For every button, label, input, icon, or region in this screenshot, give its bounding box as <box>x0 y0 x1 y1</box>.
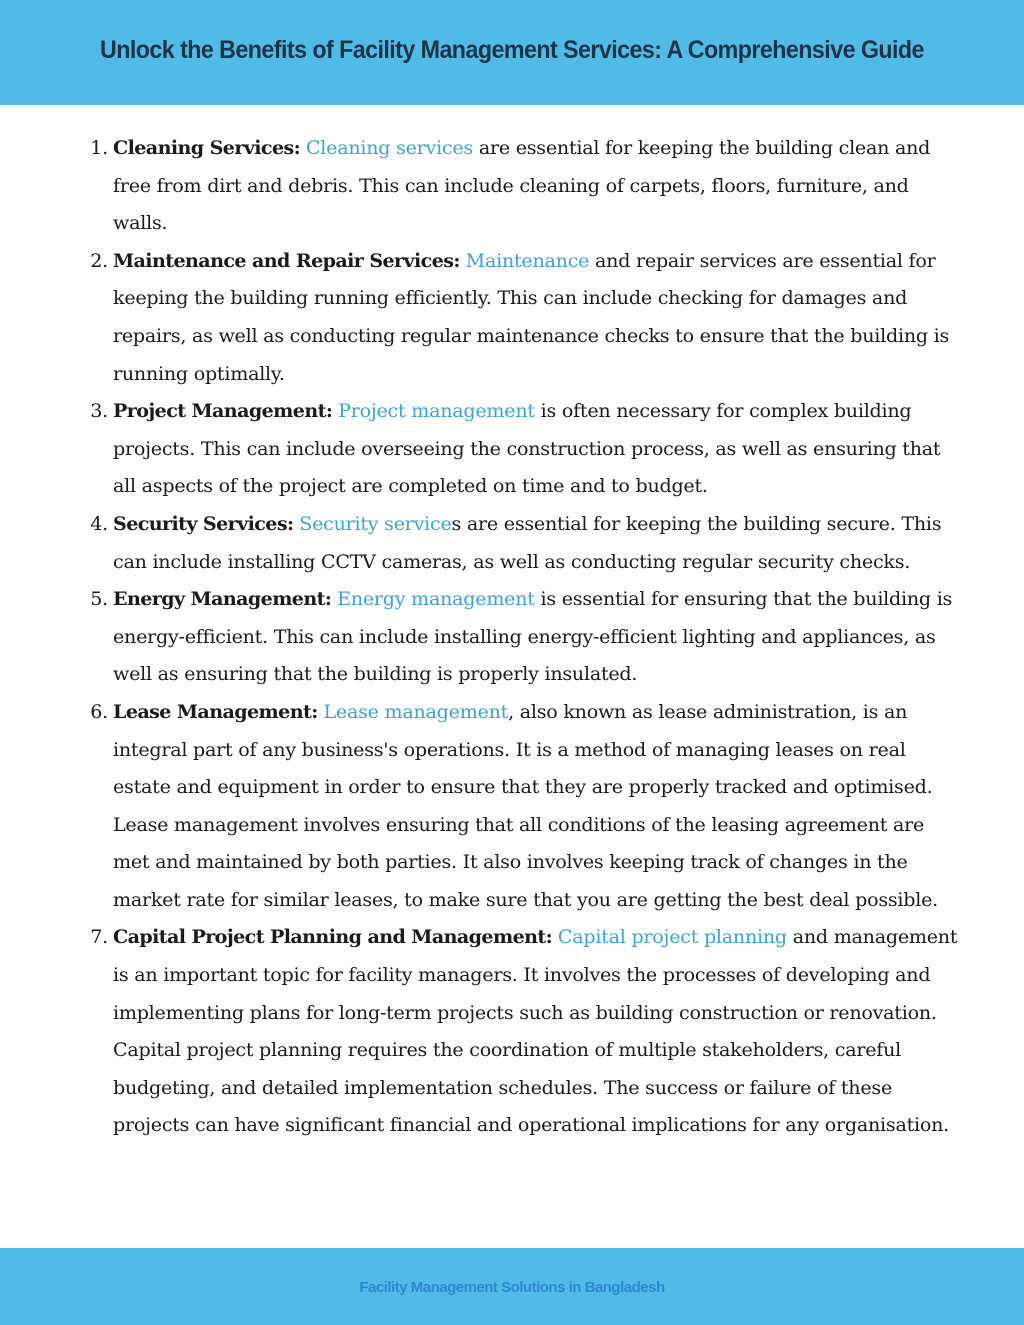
services-list <box>0 129 1024 1144</box>
page-title: Unlock the Benefits of Facility Management Services: A Comprehensive Guide <box>100 36 924 64</box>
item-text: and repair services are essential for keeping the building running efficiently. This can include checking for damages and repairs, as well as conducting regular maintenance checks to ensure that the building is running optimally. <box>113 248 950 385</box>
list-item <box>0 505 1024 580</box>
main-content <box>0 129 1024 1144</box>
item-link[interactable]: Energy management <box>337 587 535 611</box>
item-link[interactable]: Security service <box>299 511 452 535</box>
item-link[interactable]: Project management <box>338 399 535 423</box>
item-heading: Maintenance and Repair Services: <box>113 248 460 272</box>
item-number: 5. <box>90 587 108 611</box>
item-heading: Capital Project Planning and Management: <box>113 925 553 949</box>
item-heading: Energy Management: <box>113 587 332 611</box>
item-heading: Cleaning Services: <box>113 136 301 159</box>
item-text: , also known as lease administration, is an integral part of any business's operations. It is a method of managing leases on real estate and equipment in order to ensure that they are properly tracked and optimised. Lease management involves ensuring that all conditions of the leasing agreement are met and maintained by both parties. It also involves keeping track of changes in the market rate for similar leases, to make sure that you are getting the best deal possible. <box>113 699 938 911</box>
item-number: 2. <box>90 248 108 272</box>
item-link[interactable]: Maintenance <box>465 248 590 272</box>
item-text: is essential for ensuring that the building is energy-efficient. This can include installing energy-efficient lighting and appliances, as well as ensuring that the building is properly insulated. <box>113 587 953 686</box>
list-item <box>0 580 1024 693</box>
item-text: is often necessary for complex building projects. This can include overseeing the construction process, as well as ensuring that all aspects of the project are completed on time and to budget. <box>113 399 941 498</box>
list-item <box>0 392 1024 505</box>
item-text: are essential for keeping the building clean and free from dirt and debris. This can include cleaning of carpets, floors, furniture, and walls. <box>113 136 931 235</box>
item-number: 6. <box>90 699 108 723</box>
header-banner <box>0 0 1024 105</box>
list-item <box>0 242 1024 392</box>
item-number: 1. <box>90 136 108 159</box>
item-text: s are essential for keeping the building secure. This can include installing CCTV cameras, as well as conducting regular security checks. <box>113 511 942 573</box>
item-link[interactable]: Lease management <box>323 699 509 723</box>
item-number: 7. <box>90 925 108 949</box>
item-heading: Lease Management: <box>113 699 318 723</box>
item-text: and management is an important topic for facility managers. It involves the processes of developing and implementing plans for long-term projects such as building construction or renovation. Capital project planning requires the coordination of multiple stakeholders, careful budgeting, and detailed implementation schedules. The success or failure of these projects can have significant financial and operational implications for any organisation. <box>113 925 958 1137</box>
item-number: 4. <box>90 511 108 535</box>
item-heading: Security Services: <box>113 511 294 535</box>
list-item <box>0 693 1024 919</box>
item-link[interactable]: Capital project planning <box>557 925 787 949</box>
item-link[interactable]: Cleaning services <box>305 136 473 159</box>
footer-text: Facility Management Solutions in Bangladesh <box>359 1279 665 1296</box>
footer-banner <box>0 1248 1024 1325</box>
item-heading: Project Management: <box>113 399 333 423</box>
list-item <box>0 129 1024 242</box>
list-item <box>0 918 1024 1144</box>
item-number: 3. <box>90 399 108 423</box>
